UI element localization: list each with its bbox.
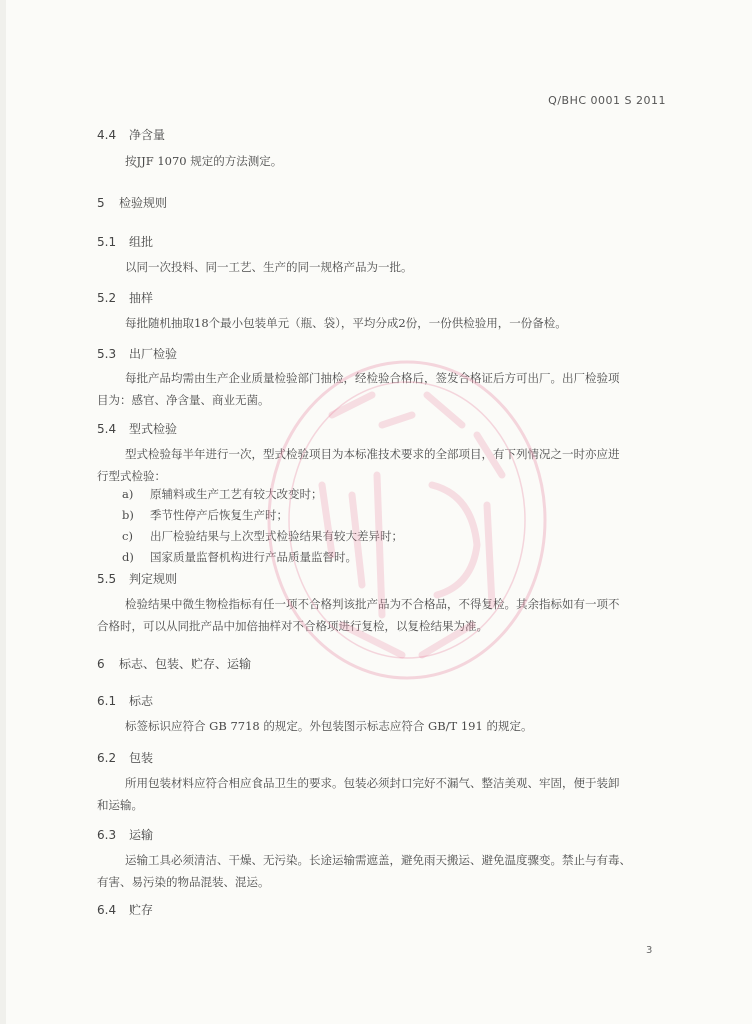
list-item: a) 原辅料或生产工艺有较大改变时； xyxy=(122,487,323,501)
heading-5-5: 5.5 判定规则 xyxy=(97,572,178,586)
para-5-2: 每批随机抽取18个最小包装单元（瓶、袋），平均分成2份，一份供检验用，一份备检。 xyxy=(125,316,567,330)
scan-edge xyxy=(0,0,6,1024)
standard-code: Q/BHC 0001 S 2011 xyxy=(548,94,666,107)
inspection-conditions-list xyxy=(122,484,403,568)
heading-6-3: 6.3 运输 xyxy=(97,828,154,842)
heading-6-2: 6.2 包装 xyxy=(97,751,154,765)
heading-4-4: 4.4 净含量 xyxy=(97,128,166,142)
list-item: b) 季节性停产后恢复生产时； xyxy=(122,508,288,522)
list-item: c) 出厂检验结果与上次型式检验结果有较大差异时； xyxy=(122,529,403,543)
heading-6-1: 6.1 标志 xyxy=(97,694,154,708)
heading-5-1: 5.1 组批 xyxy=(97,235,154,249)
para-6-3: 运输工具必须清洁、干燥、无污染。长途运输需遮盖，避免雨天搬运、避免温度骤变。禁止与有毒、 有害、易污染的物品混装、混运。 xyxy=(97,853,631,889)
para-4-4: 按JJF 1070 规定的方法测定。 xyxy=(125,154,283,168)
heading-5-3: 5.3 出厂检验 xyxy=(97,347,178,361)
heading-6-4: 6.4 贮存 xyxy=(97,903,154,917)
para-6-1: 标签标识应符合 GB 7718 的规定。外包装图示标志应符合 GB/T 191 的规定。 xyxy=(125,719,533,733)
para-5-3: 每批产品均需由生产企业质量检验部门抽检，经检验合格后，签发合格证后方可出厂。出厂检验项 目为：感官、净含量、商业无菌。 xyxy=(97,371,620,407)
heading-5-2: 5.2 抽样 xyxy=(97,291,154,305)
para-6-2: 所用包装材料应符合相应食品卫生的要求。包装必须封口完好不漏气、整洁美观、牢固，便于装卸 和运输。 xyxy=(97,776,620,812)
heading-5-4: 5.4 型式检验 xyxy=(97,422,178,436)
heading-6: 6 标志、包装、贮存、运输 xyxy=(97,657,252,671)
para-5-5: 检验结果中微生物检指标有任一项不合格判该批产品为不合格品，不得复检。其余指标如有一项不 合格时，可以从同批产品中加倍抽样对不合格项进行复检，以复检结果为准。 xyxy=(97,597,620,633)
para-5-1: 以同一次投料、同一工艺、生产的同一规格产品为一批。 xyxy=(125,260,413,274)
heading-5: 5 检验规则 xyxy=(97,196,168,210)
para-5-4: 型式检验每半年进行一次，型式检验项目为本标准技术要求的全部项目，有下列情况之一时亦应进 行型式检验： xyxy=(97,447,620,483)
page-number: 3 xyxy=(646,945,653,956)
list-item: d) 国家质量监督机构进行产品质量监督时。 xyxy=(122,550,357,564)
